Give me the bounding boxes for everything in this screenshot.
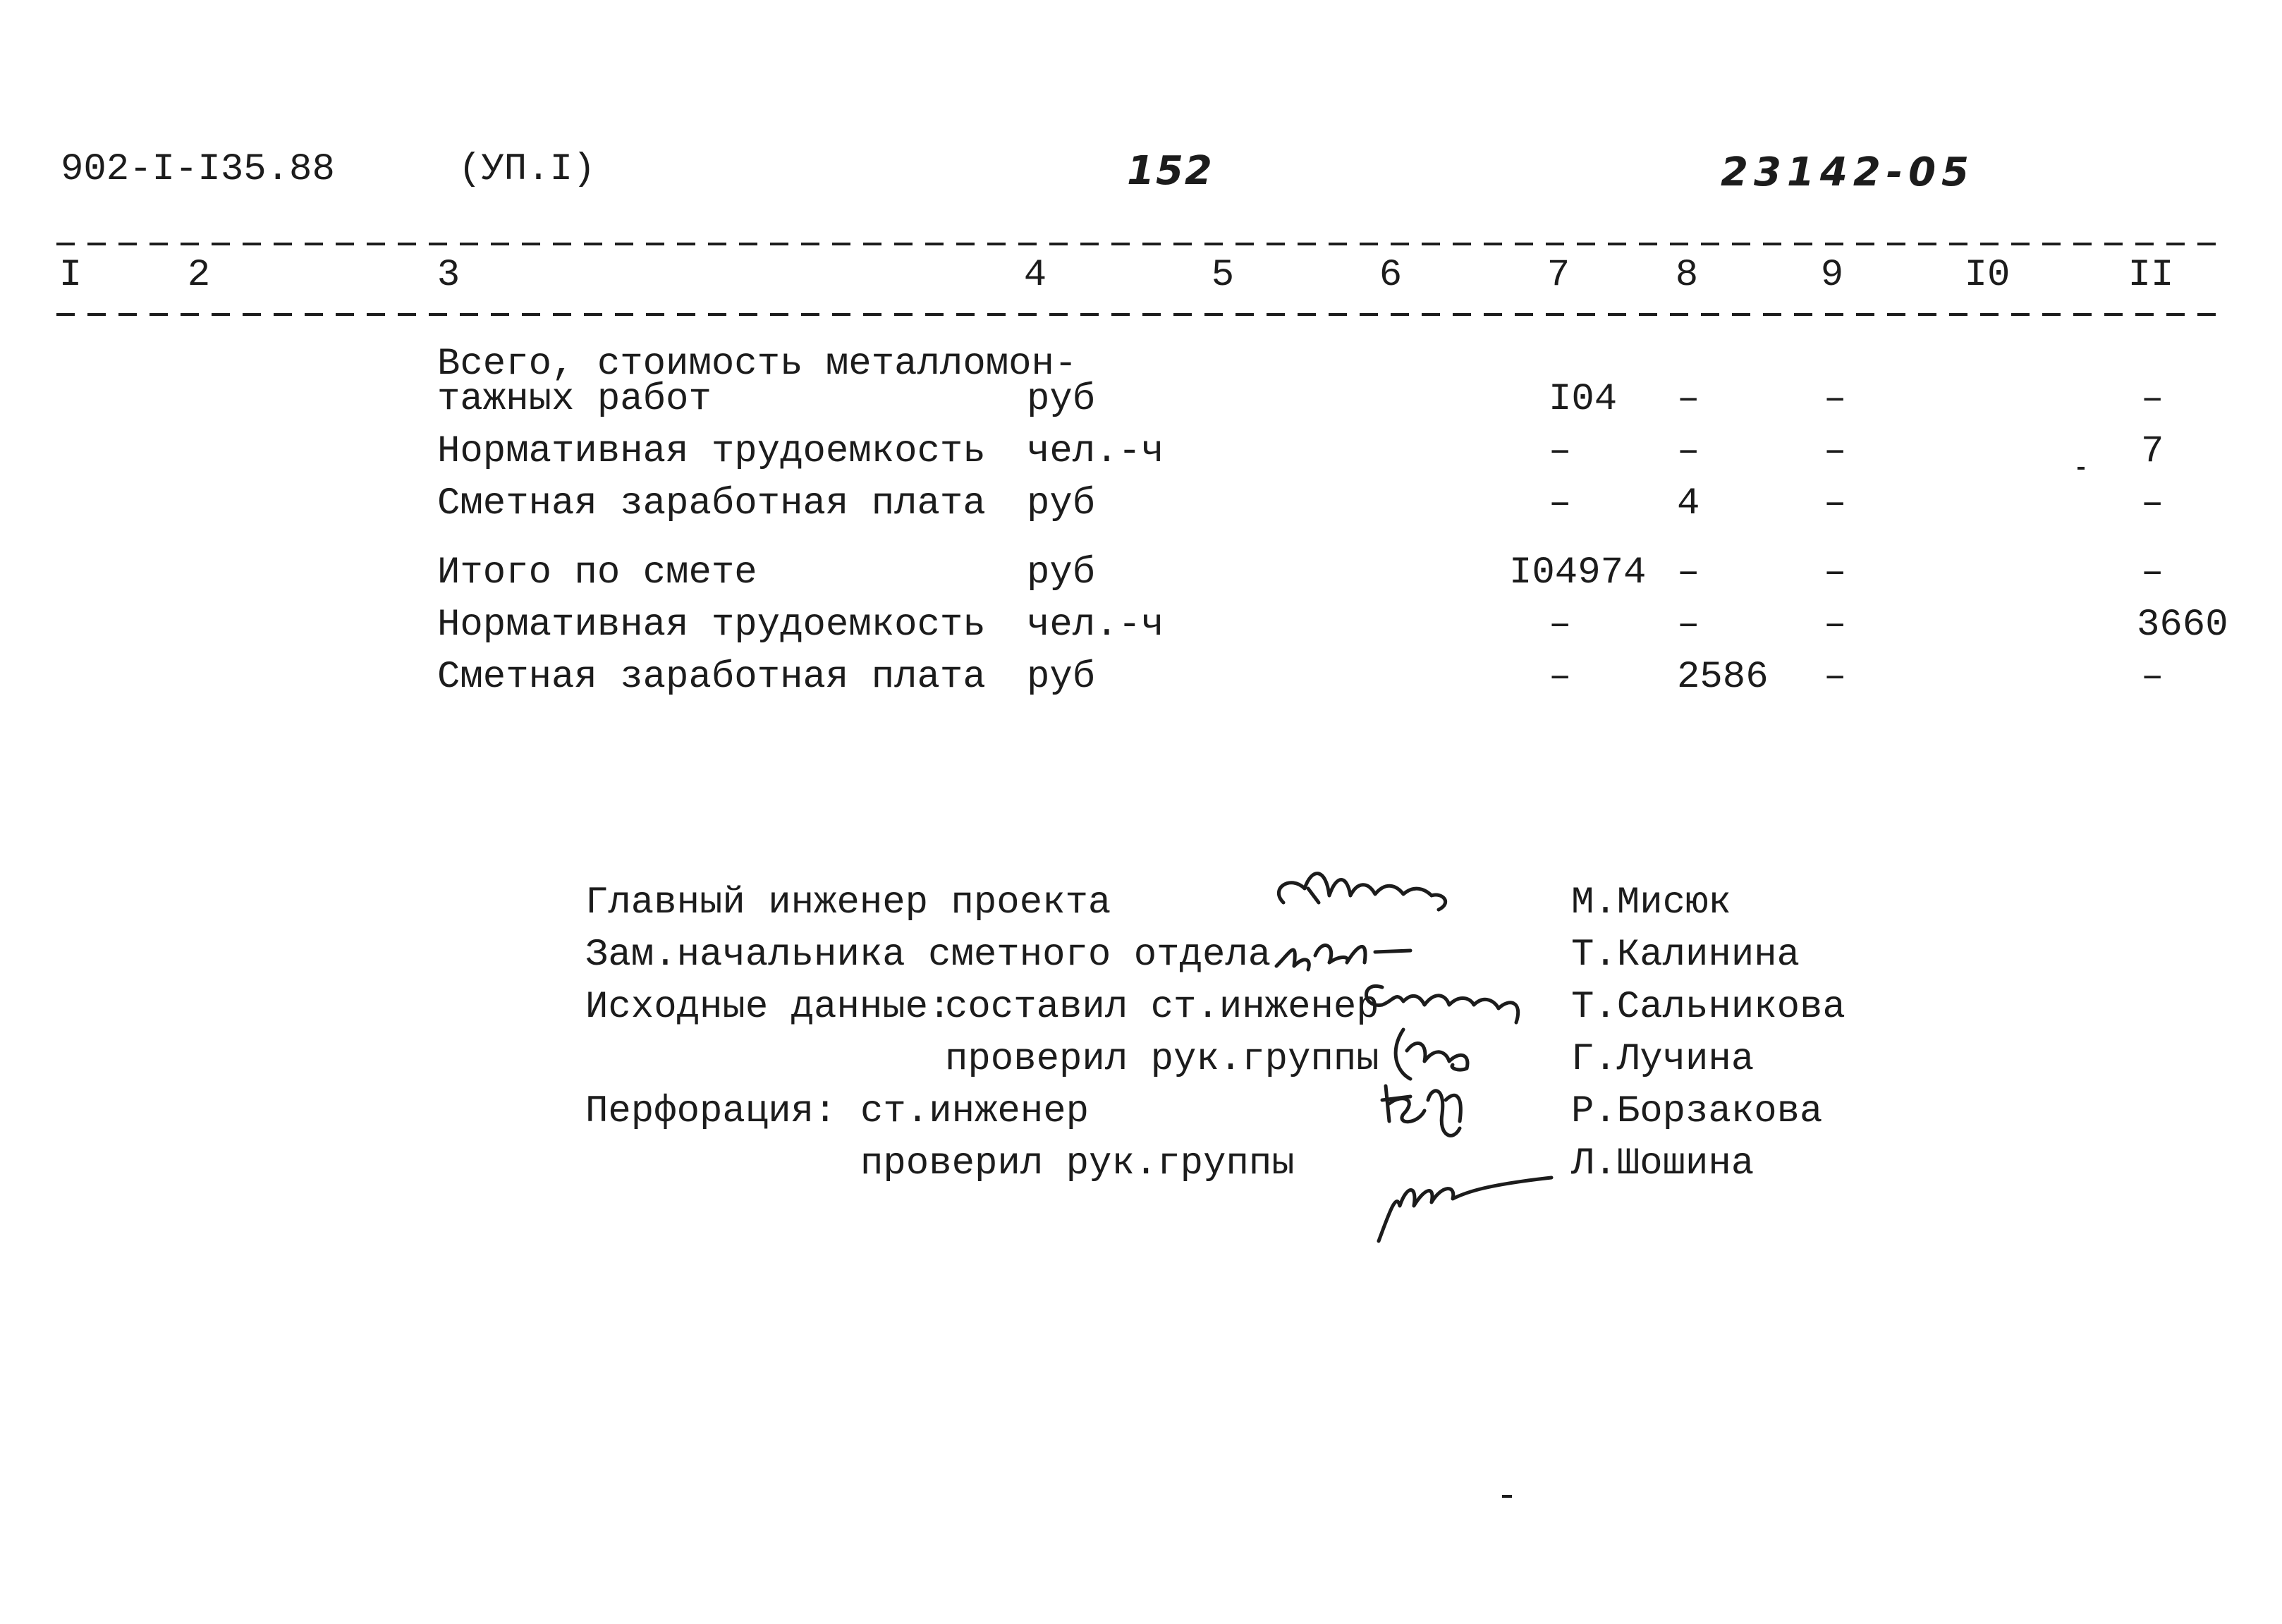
source-data-label: Исходные данные: — [585, 986, 951, 1029]
source-checked-title: проверил рук.группы — [945, 1038, 1379, 1081]
source-compiled-signature — [1354, 966, 1566, 1030]
page-number: 152 — [1127, 148, 1214, 194]
column-header-6: 6 — [1379, 254, 1403, 297]
row-col11-value: 7 — [2141, 430, 2164, 473]
row-label: Нормативная трудоемкость — [437, 430, 986, 473]
row-col9-value: – — [1824, 551, 1847, 594]
row-col11-value: – — [2141, 551, 2164, 594]
row-col11-value: – — [2141, 378, 2164, 421]
chief-engineer-name: М.Мисюк — [1571, 881, 1731, 924]
row-label-continuation: тажных работ — [437, 378, 712, 421]
row-col7-value: – — [1549, 656, 1572, 699]
row-unit: руб — [1027, 378, 1096, 421]
document-code: 902-I-I35.88 — [61, 148, 335, 191]
row-col9-value: – — [1824, 604, 1847, 647]
column-header-2: 2 — [187, 254, 211, 297]
scan-speck — [2077, 467, 2085, 470]
column-header-1: I — [59, 254, 83, 297]
header-top-rule — [56, 243, 2228, 245]
column-header-3: 3 — [437, 254, 460, 297]
row-label: Нормативная трудоемкость — [437, 604, 986, 647]
row-unit: руб — [1027, 482, 1096, 525]
column-header-7: 7 — [1546, 254, 1570, 297]
perforation-label: Перфорация: — [585, 1090, 837, 1133]
column-header-9: 9 — [1820, 254, 1844, 297]
section-code: (УП.I) — [458, 148, 596, 191]
header-bottom-rule — [56, 313, 2228, 316]
perforation-checked-name: Л.Шошина — [1571, 1142, 1755, 1185]
row-col11-value: 3660 — [2137, 604, 2228, 647]
row-col7-value: I04 — [1549, 378, 1618, 421]
scan-speck — [1502, 1495, 1512, 1498]
source-checked-name: Г.Лучина — [1571, 1038, 1755, 1081]
row-col8-value: – — [1677, 551, 1700, 594]
row-col8-value: 2586 — [1677, 656, 1769, 699]
row-col9-value: – — [1824, 482, 1847, 525]
deputy-head-title: Зам.начальника сметного отдела — [585, 934, 1271, 977]
chief-engineer-signature — [1269, 860, 1481, 924]
row-unit: чел.-ч — [1027, 430, 1164, 473]
row-col7-value: – — [1549, 604, 1572, 647]
source-compiled-name: Т.Сальникова — [1571, 986, 1845, 1029]
archive-number: 23142-05 — [1721, 149, 1975, 195]
row-unit: руб — [1027, 656, 1096, 699]
row-col7-value: – — [1549, 482, 1572, 525]
row-unit: руб — [1027, 551, 1096, 594]
row-col11-value: – — [2141, 656, 2164, 699]
row-col8-value: – — [1677, 604, 1700, 647]
perforation-engineer-name: Р.Борзакова — [1571, 1090, 1823, 1133]
row-label: Итого по смете — [437, 551, 757, 594]
column-header-5: 5 — [1211, 254, 1235, 297]
column-header-8: 8 — [1675, 254, 1699, 297]
perforation-checked-signature — [1375, 1142, 1558, 1255]
row-unit: чел.-ч — [1027, 604, 1164, 647]
chief-engineer-title: Главный инженер проекта — [585, 881, 1111, 924]
row-label: Сметная заработная плата — [437, 482, 986, 525]
row-col9-value: – — [1824, 430, 1847, 473]
perforation-checked-title: проверил рук.группы — [860, 1142, 1295, 1185]
column-header-10: I0 — [1964, 254, 2011, 297]
row-label: Всего, стоимость металломон- — [437, 343, 1078, 386]
source-compiled-title: составил ст.инженер — [945, 986, 1379, 1029]
column-header-11: II — [2128, 254, 2174, 297]
row-col8-value: – — [1677, 378, 1700, 421]
row-label: Сметная заработная плата — [437, 656, 986, 699]
perforation-engineer-title: ст.инженер — [860, 1090, 1090, 1133]
row-col7-value: I04974 — [1509, 551, 1647, 594]
row-col8-value: – — [1677, 430, 1700, 473]
row-col9-value: – — [1824, 656, 1847, 699]
column-header-4: 4 — [1023, 254, 1047, 297]
row-col7-value: – — [1549, 430, 1572, 473]
row-col8-value: 4 — [1677, 482, 1700, 525]
deputy-head-name: Т.Калинина — [1571, 934, 1800, 977]
row-col11-value: – — [2141, 482, 2164, 525]
row-col9-value: – — [1824, 378, 1847, 421]
